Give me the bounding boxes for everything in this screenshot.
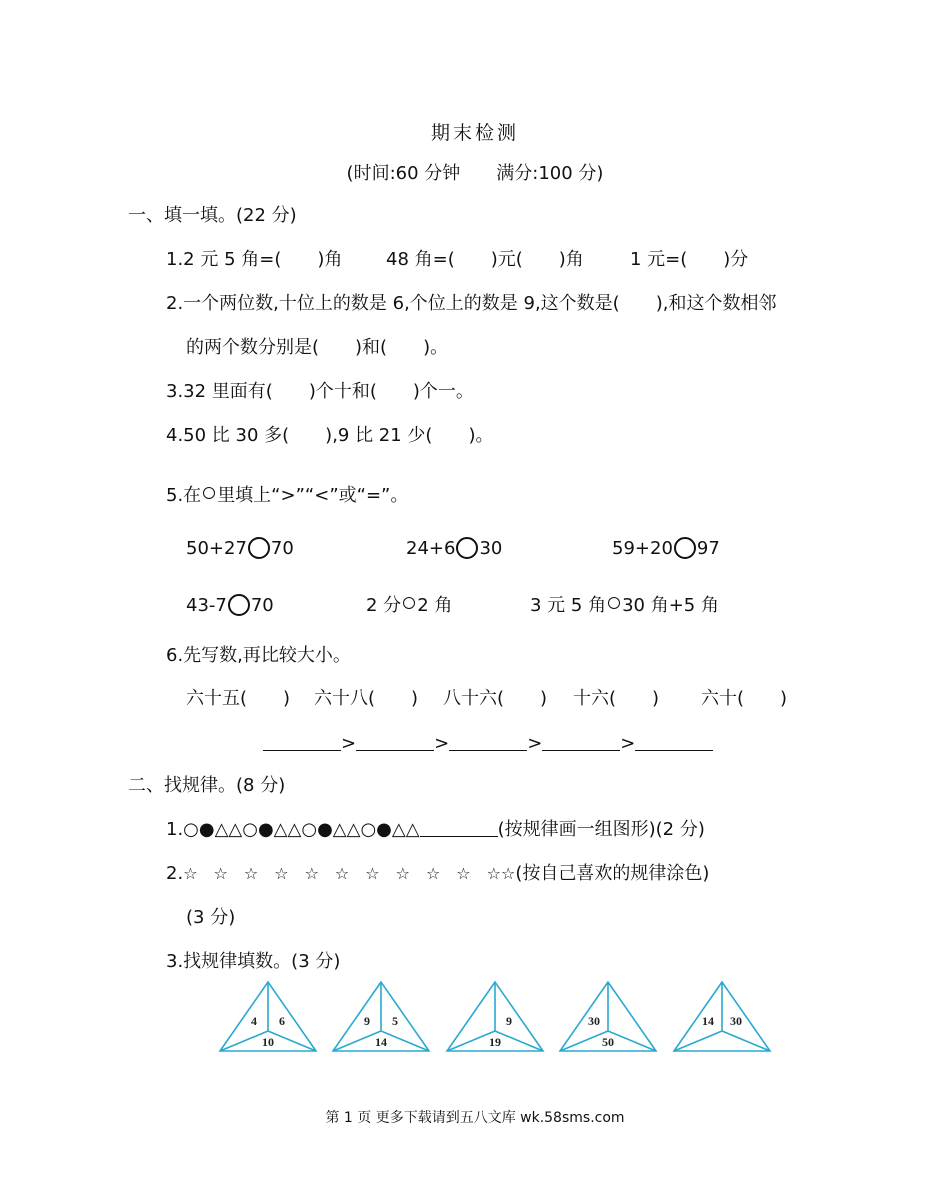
q6-number-2: 六十八( )	[314, 688, 419, 709]
compare-item	[406, 537, 502, 561]
gt-sign: >	[620, 733, 636, 754]
triangle-bottom-value: 14	[375, 1035, 387, 1049]
s2-q1-suffix: (按规律画一组图形)(2 分)	[497, 819, 705, 840]
compare-right: 70	[270, 538, 294, 559]
star-row[interactable]: ☆ ☆ ☆ ☆ ☆ ☆ ☆ ☆ ☆ ☆ ☆☆	[183, 864, 516, 883]
exam-info: (时间:60 分钟 满分:100 分)	[346, 163, 604, 184]
compare-right: 2 角	[417, 595, 453, 616]
q2-line-1: 2.一个两位数,十位上的数是 6,个位上的数是 9,这个数是( ),和这个数相邻	[166, 293, 777, 314]
q2-line-2: 的两个数分别是( )和( )。	[186, 337, 449, 358]
triangle-right-value: 30	[730, 1014, 742, 1028]
gt-sign: >	[527, 733, 543, 754]
s2-q2	[166, 862, 709, 886]
q1-part-b: 48 角=( )元( )角	[386, 249, 584, 270]
compare-right: 97	[696, 538, 720, 559]
s2-q1	[166, 818, 705, 842]
q6-compare-row	[263, 732, 713, 756]
q5-suffix: 里填上“>”“<”或“=”。	[217, 485, 409, 506]
page-footer: 第 1 页 更多下载请到五八文库 wk.58sms.com	[325, 1110, 625, 1126]
compare-item	[186, 594, 274, 618]
triangle-puzzle	[674, 982, 770, 1051]
triangle-left-value: 30	[588, 1014, 600, 1028]
triangle-puzzle	[220, 982, 316, 1051]
q6-number-5: 六十( )	[701, 688, 788, 709]
compare-right: 30	[479, 538, 503, 559]
compare-left: 2 分	[366, 595, 402, 616]
compare-left: 3 元 5 角	[530, 595, 607, 616]
triangle-puzzle	[560, 982, 656, 1051]
answer-blank[interactable]	[263, 732, 341, 751]
answer-circle[interactable]	[403, 597, 415, 609]
triangle-left-value: 14	[702, 1014, 714, 1028]
answer-blank[interactable]	[356, 732, 434, 751]
compare-left: 50+27	[186, 538, 247, 559]
triangle-right-value: 5	[392, 1014, 398, 1028]
triangle-bottom-value: 50	[602, 1035, 614, 1049]
page-title: 期末检测	[430, 122, 519, 144]
circle-icon	[203, 487, 215, 499]
answer-circle[interactable]	[248, 537, 270, 559]
triangle-puzzle	[447, 982, 543, 1051]
answer-circle[interactable]	[228, 594, 250, 616]
compare-left: 24+6	[406, 538, 456, 559]
compare-right: 30 角+5 角	[622, 595, 719, 616]
gt-sign: >	[434, 733, 450, 754]
compare-item	[186, 537, 294, 561]
triangle-right-value: 6	[279, 1014, 285, 1028]
q1-part-a: 1.2 元 5 角=( )角	[166, 249, 343, 270]
triangle-puzzle	[333, 982, 429, 1051]
s2-q2-prefix: 2.	[166, 863, 184, 884]
answer-blank[interactable]	[420, 818, 498, 837]
q6-number-1: 六十五( )	[186, 688, 291, 709]
section-2-heading: 二、找规律。(8 分)	[128, 775, 286, 796]
triangle-puzzles	[0, 978, 950, 1068]
gt-sign: >	[341, 733, 357, 754]
compare-right: 70	[250, 595, 274, 616]
s2-q3-instruction: 3.找规律填数。(3 分)	[166, 951, 341, 972]
compare-left: 59+20	[612, 538, 673, 559]
section-1-heading: 一、填一填。(22 分)	[128, 205, 297, 226]
answer-blank[interactable]	[542, 732, 620, 751]
triangle-left-value: 9	[364, 1014, 370, 1028]
shape-pattern: 1.○●△△○●△△○●△△○●△△	[166, 819, 420, 840]
compare-item	[612, 537, 720, 561]
q6-number-3: 八十六( )	[443, 688, 548, 709]
triangle-bottom-value: 10	[262, 1035, 274, 1049]
triangle-bottom-value: 19	[489, 1035, 501, 1049]
q5-prefix: 5.在	[166, 485, 202, 506]
triangle-left-value: 4	[251, 1014, 257, 1028]
compare-item	[366, 594, 452, 618]
q4-text: 4.50 比 30 多( ),9 比 21 少( )。	[166, 425, 494, 446]
q3-text: 3.32 里面有( )个十和( )个一。	[166, 381, 474, 402]
answer-circle[interactable]	[456, 537, 478, 559]
q1-part-c: 1 元=( )分	[630, 249, 749, 270]
compare-left: 43-7	[186, 595, 227, 616]
s2-q2-line-2: (3 分)	[186, 907, 236, 928]
answer-blank[interactable]	[449, 732, 527, 751]
q6-number-4: 十六( )	[573, 688, 660, 709]
answer-circle[interactable]	[608, 597, 620, 609]
answer-blank[interactable]	[635, 732, 713, 751]
s2-q2-suffix: (按自己喜欢的规律涂色)	[515, 863, 710, 884]
compare-item	[530, 594, 719, 618]
triangle-right-value: 9	[506, 1014, 512, 1028]
q6-instruction: 6.先写数,再比较大小。	[166, 645, 351, 666]
answer-circle[interactable]	[674, 537, 696, 559]
q5-instruction	[166, 484, 408, 508]
